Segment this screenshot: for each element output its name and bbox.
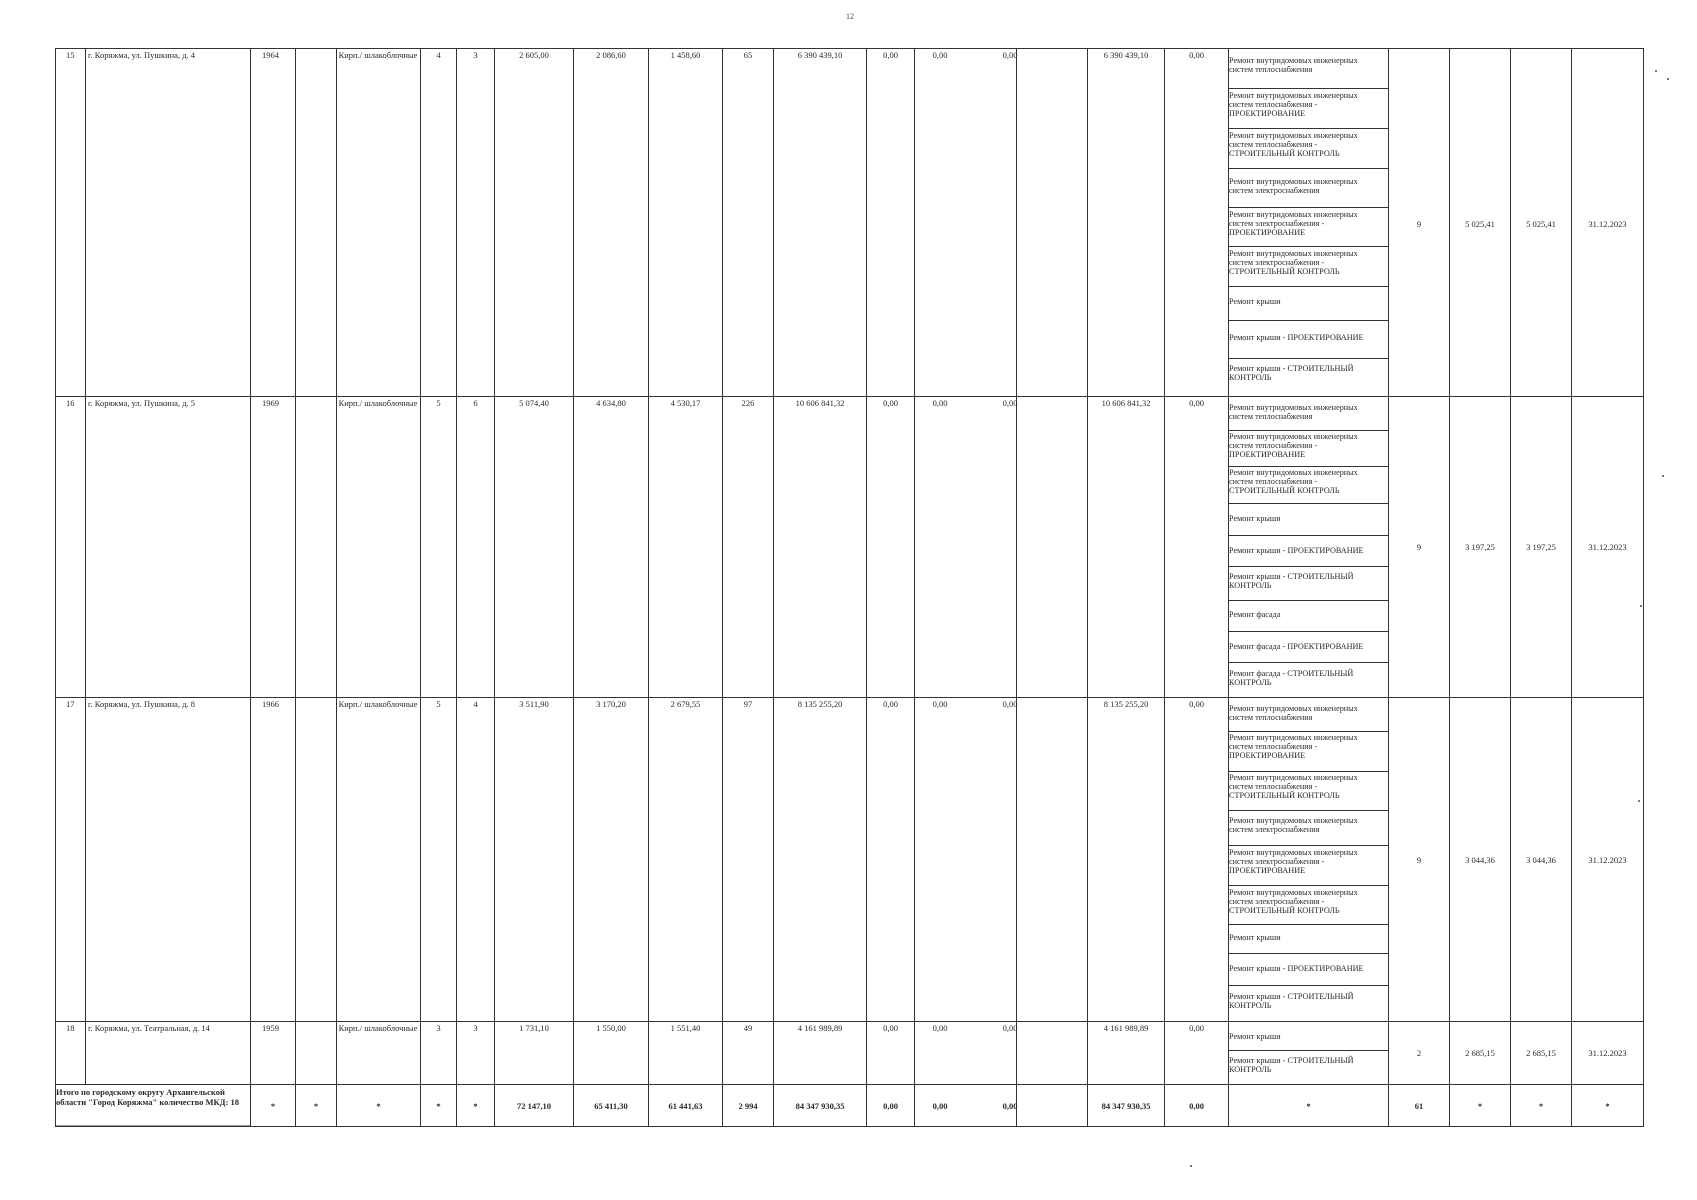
work-item: Ремонт крыши - СТРОИТЕЛЬНЫЙ КОНТРОЛЬ <box>1229 572 1354 590</box>
work-item: Ремонт крыши - СТРОИТЕЛЬНЫЙ КОНТРОЛЬ <box>1229 364 1354 382</box>
fund-2: 0,00 <box>932 1023 948 1033</box>
residents: 226 <box>741 398 755 408</box>
work-item: Ремонт фасада <box>1229 610 1281 619</box>
entrances: 4 <box>473 699 478 709</box>
completion-date: 31.12.2023 <box>1588 219 1627 229</box>
address: г. Коряжма, ул. Пушкина, д. 4 <box>88 50 196 60</box>
owners-funds: 10 606 841,32 <box>1101 398 1151 408</box>
work-item: Ремонт крыши - СТРОИТЕЛЬНЫЙ КОНТРОЛЬ <box>1229 992 1354 1010</box>
address: г. Коряжма, ул. Пушкина, д. 5 <box>88 398 196 408</box>
owners-funds: 4 161 989,89 <box>1103 1023 1149 1033</box>
total-owners-funds: 84 347 930,35 <box>1101 1101 1151 1111</box>
row-number: 16 <box>66 398 75 408</box>
total-area: 72 147,10 <box>517 1101 551 1111</box>
wall-material: Кирп./ шлакоблочные <box>338 398 418 408</box>
total-residents: 2 994 <box>738 1101 758 1111</box>
limit-cost: 2 685,15 <box>1526 1048 1556 1058</box>
cost-total: 8 135 255,20 <box>797 699 843 709</box>
residents: 97 <box>743 699 753 709</box>
floors: 4 <box>436 50 441 60</box>
work-item: Ремонт внутридомовых инженерных систем электроснабжения - ПРОЕКТИРОВАНИЕ <box>1229 848 1358 875</box>
works-count: 9 <box>1416 855 1422 865</box>
wall-material: Кирп./ шлакоблочные <box>338 699 418 709</box>
total-area: 1 731,10 <box>519 1023 549 1033</box>
total-fund-4: 0,00 <box>1189 1101 1204 1111</box>
scan-artifact <box>1638 800 1640 802</box>
scan-artifact <box>1662 475 1664 477</box>
owners-funds: 6 390 439,10 <box>1103 50 1149 60</box>
total-star: * <box>436 1101 441 1111</box>
year: 1959 <box>262 1023 279 1033</box>
work-item: Ремонт внутридомовых инженерных систем теплоснабжения - СТРОИТЕЛЬНЫЙ КОНТРОЛЬ <box>1229 468 1358 495</box>
unit-cost: 3 197,25 <box>1465 542 1495 552</box>
scan-artifact <box>1190 1165 1192 1167</box>
total-area-residential: 61 441,63 <box>668 1101 703 1111</box>
fund-1: 0,00 <box>883 699 898 709</box>
work-item: Ремонт крыши - ПРОЕКТИРОВАНИЕ <box>1229 546 1364 555</box>
work-item: Ремонт внутридомовых инженерных систем электроснабжения <box>1229 816 1358 834</box>
fund-3: 0,00 <box>1002 699 1018 709</box>
work-item: Ремонт внутридомовых инженерных систем теплоснабжения <box>1229 56 1358 74</box>
fund-4: 0,00 <box>1189 1023 1204 1033</box>
work-item: Ремонт фасада - ПРОЕКТИРОВАНИЕ <box>1229 642 1364 651</box>
floors: 5 <box>436 699 441 709</box>
fund-4: 0,00 <box>1189 398 1204 408</box>
work-item: Ремонт фасада - СТРОИТЕЛЬНЫЙ КОНТРОЛЬ <box>1229 669 1354 687</box>
entrances: 3 <box>473 1023 478 1033</box>
address: г. Коряжма, ул. Пушкина, д. 8 <box>88 699 196 709</box>
year: 1969 <box>262 398 279 408</box>
floors: 5 <box>436 398 441 408</box>
scan-artifact <box>1640 605 1642 607</box>
scan-artifact <box>1655 70 1657 72</box>
row-number: 17 <box>66 699 75 709</box>
total-area: 3 511,90 <box>519 699 549 709</box>
year: 1964 <box>262 50 279 60</box>
work-item: Ремонт крыши - ПРОЕКТИРОВАНИЕ <box>1229 333 1364 342</box>
year: 1966 <box>262 699 279 709</box>
work-item: Ремонт крыши <box>1229 933 1281 942</box>
floors: 3 <box>436 1023 441 1033</box>
works-count: 9 <box>1416 219 1422 229</box>
limit-cost: 3 044,36 <box>1526 855 1556 865</box>
area-residential: 4 530,17 <box>670 398 701 408</box>
total-star: * <box>270 1101 276 1111</box>
fund-4: 0,00 <box>1189 50 1204 60</box>
work-item: Ремонт внутридомовых инженерных систем теплоснабжения - ПРОЕКТИРОВАНИЕ <box>1229 91 1358 118</box>
fund-2: 0,00 <box>932 398 948 408</box>
work-item: Ремонт внутридомовых инженерных систем теплоснабжения <box>1229 704 1358 722</box>
fund-1: 0,00 <box>883 1023 898 1033</box>
work-item: Ремонт внутридомовых инженерных систем теплоснабжения - СТРОИТЕЛЬНЫЙ КОНТРОЛЬ <box>1229 131 1358 158</box>
completion-date: 31.12.2023 <box>1588 855 1627 865</box>
work-item: Ремонт крыши <box>1229 1032 1281 1041</box>
total-label: Итого по городскому округу Архангельской области "Город Коряжма" количество МКД: 18 <box>56 1087 239 1107</box>
total-area-premises: 65 411,30 <box>594 1101 628 1111</box>
fund-3: 0,00 <box>1002 1023 1018 1033</box>
limit-cost: 3 197,25 <box>1526 542 1556 552</box>
fund-4: 0,00 <box>1189 699 1204 709</box>
residents: 65 <box>743 50 753 60</box>
total-area: 2 605,00 <box>519 50 549 60</box>
total-star: * <box>1306 1101 1311 1111</box>
unit-cost: 2 685,15 <box>1465 1048 1495 1058</box>
fund-3: 0,00 <box>1002 398 1018 408</box>
work-item: Ремонт внутридомовых инженерных систем электроснабжения <box>1229 177 1358 195</box>
area-premises: 1 550,00 <box>596 1023 626 1033</box>
work-item: Ремонт внутридомовых инженерных систем теплоснабжения <box>1229 403 1358 421</box>
works-count: 9 <box>1416 542 1422 552</box>
owners-funds: 8 135 255,20 <box>1103 699 1149 709</box>
limit-cost: 5 025,41 <box>1526 219 1556 229</box>
area-premises: 2 086,60 <box>596 50 626 60</box>
total-star: * <box>1477 1101 1483 1111</box>
residents: 49 <box>743 1023 753 1033</box>
total-fund-2: 0,00 <box>932 1101 948 1111</box>
cost-total: 10 606 841,32 <box>795 398 845 408</box>
work-item: Ремонт внутридомовых инженерных систем электроснабжения - СТРОИТЕЛЬНЫЙ КОНТРОЛЬ <box>1229 888 1358 915</box>
row-number: 18 <box>66 1023 75 1033</box>
work-item: Ремонт внутридомовых инженерных систем электроснабжения - СТРОИТЕЛЬНЫЙ КОНТРОЛЬ <box>1229 249 1358 276</box>
total-star: * <box>313 1101 319 1111</box>
cost-total: 6 390 439,10 <box>797 50 843 60</box>
work-item: Ремонт крыши <box>1229 514 1281 523</box>
row-number: 15 <box>66 50 75 60</box>
wall-material: Кирп./ шлакоблочные <box>338 1023 418 1033</box>
page-number: 12 <box>846 12 854 21</box>
total-star: * <box>1605 1101 1610 1111</box>
work-item: Ремонт внутридомовых инженерных систем теплоснабжения - ПРОЕКТИРОВАНИЕ <box>1229 432 1358 459</box>
entrances: 3 <box>473 50 478 60</box>
total-cost: 84 347 930,35 <box>795 1101 845 1111</box>
wall-material: Кирп./ шлакоблочные <box>338 50 418 60</box>
work-item: Ремонт внутридомовых инженерных систем теплоснабжения - ПРОЕКТИРОВАНИЕ <box>1229 733 1358 760</box>
completion-date: 31.12.2023 <box>1588 1048 1627 1058</box>
scan-artifact <box>1667 78 1669 80</box>
fund-1: 0,00 <box>883 50 898 60</box>
completion-date: 31.12.2023 <box>1588 542 1627 552</box>
area-premises: 4 634,80 <box>596 398 626 408</box>
total-works-count: 61 <box>1414 1101 1424 1111</box>
area-premises: 3 170,20 <box>596 699 626 709</box>
work-item: Ремонт внутридомовых инженерных систем теплоснабжения - СТРОИТЕЛЬНЫЙ КОНТРОЛЬ <box>1229 773 1358 800</box>
work-item: Ремонт крыши <box>1229 297 1281 306</box>
area-residential: 1 551,40 <box>670 1023 701 1033</box>
total-star: * <box>473 1101 478 1111</box>
cost-total: 4 161 989,89 <box>797 1023 843 1033</box>
work-item: Ремонт крыши - ПРОЕКТИРОВАНИЕ <box>1229 964 1364 973</box>
fund-2: 0,00 <box>932 699 948 709</box>
address: г. Коряжма, ул. Театральная, д. 14 <box>88 1023 210 1033</box>
total-fund-1: 0,00 <box>883 1101 898 1111</box>
fund-3: 0,00 <box>1002 50 1018 60</box>
total-star: * <box>376 1101 381 1111</box>
fund-2: 0,00 <box>932 50 948 60</box>
area-residential: 2 679,55 <box>670 699 701 709</box>
works-count: 2 <box>1416 1048 1422 1058</box>
unit-cost: 5 025,41 <box>1465 219 1495 229</box>
fund-1: 0,00 <box>883 398 898 408</box>
total-fund-3: 0,00 <box>1002 1101 1018 1111</box>
entrances: 6 <box>473 398 478 408</box>
unit-cost: 3 044,36 <box>1465 855 1495 865</box>
work-item: Ремонт крыши - СТРОИТЕЛЬНЫЙ КОНТРОЛЬ <box>1229 1056 1354 1074</box>
total-star: * <box>1538 1101 1544 1111</box>
work-item: Ремонт внутридомовых инженерных систем электроснабжения - ПРОЕКТИРОВАНИЕ <box>1229 210 1358 237</box>
area-residential: 1 458,60 <box>670 50 701 60</box>
total-area: 5 074,40 <box>519 398 549 408</box>
